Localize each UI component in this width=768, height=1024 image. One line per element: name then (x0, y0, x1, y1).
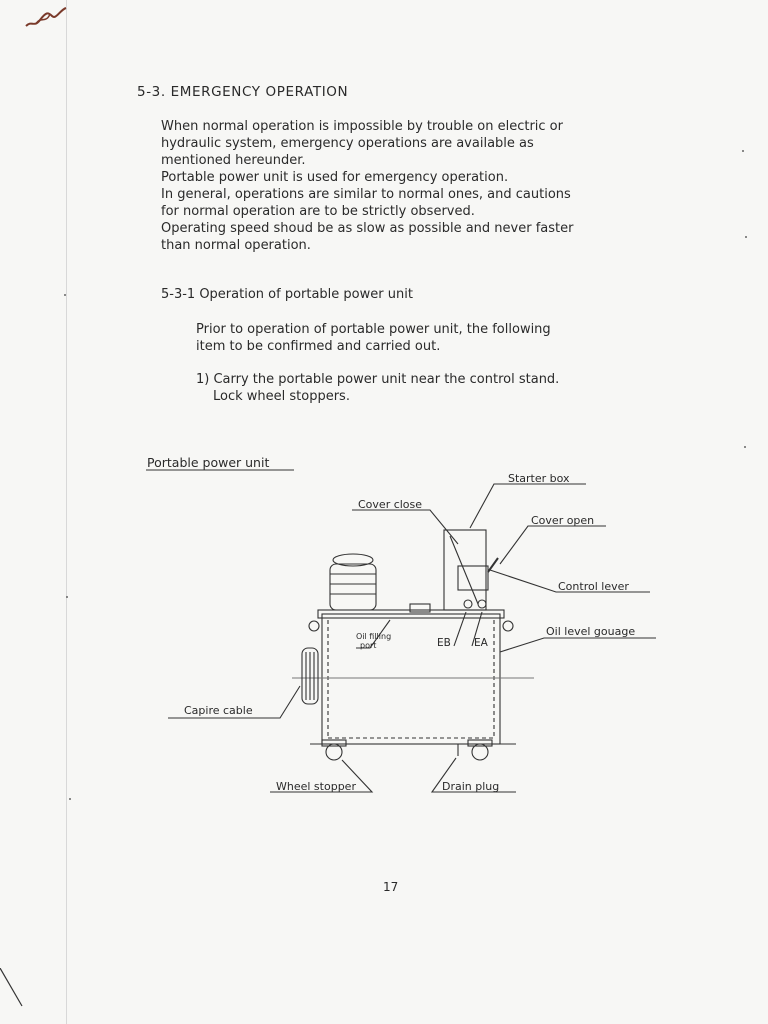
label-ea: EA (474, 637, 488, 649)
leader-cover-open (500, 526, 606, 564)
paragraph-line: In general, operations are similar to normal ones, and cautions (161, 187, 571, 202)
label-control-lever: Control lever (558, 580, 629, 593)
paragraph-line: mentioned hereunder. (161, 153, 306, 168)
section-paragraph (161, 118, 641, 254)
leader-cover-close (352, 510, 458, 544)
paragraph-line: When normal operation is impossible by trouble on electric or (161, 119, 563, 134)
scan-speck (745, 236, 747, 238)
scan-speck (64, 294, 66, 296)
valve-port-ea (478, 600, 486, 608)
paragraph-line: than normal operation. (161, 238, 311, 253)
caster-bracket (468, 740, 492, 746)
leader-eb (454, 612, 466, 646)
intro-line: item to be confirmed and carried out. (196, 339, 441, 354)
page-number: 17 (383, 880, 399, 894)
step-1 (196, 371, 559, 405)
label-cover-close: Cover close (358, 498, 423, 511)
scan-edge-mark (0, 968, 24, 1008)
step-line: Lock wheel stoppers. (213, 389, 350, 404)
valve-port-eb (464, 600, 472, 608)
figure-title: Portable power unit (147, 455, 270, 470)
lifting-eye (503, 621, 513, 631)
label-wheel-stopper: Wheel stopper (276, 780, 356, 793)
filler-cap (410, 604, 430, 612)
subsection-heading: 5-3-1 Operation of portable power unit (161, 287, 413, 302)
label-capire-cable: Capire cable (184, 704, 253, 717)
pen-scribble-mark (24, 6, 68, 30)
intro-line: Prior to operation of portable power unit, the following (196, 322, 551, 337)
label-eb: EB (437, 637, 451, 649)
section-heading: 5-3. EMERGENCY OPERATION (137, 84, 349, 100)
paragraph-line: Operating speed shoud be as slow as possible and never faster (161, 221, 574, 236)
control-valve (458, 566, 488, 590)
caster-bracket (322, 740, 346, 746)
control-lever-handle (488, 558, 498, 572)
leader-oil-level-gauge (500, 638, 656, 652)
scan-speck (742, 150, 744, 152)
portable-power-unit-diagram (0, 440, 768, 820)
paragraph-line: Portable power unit is used for emergency operation. (161, 170, 509, 185)
label-oil-level-gauge: Oil level gouage (546, 625, 636, 638)
starter-box (444, 530, 486, 610)
lifting-eye (309, 621, 319, 631)
oil-tank-body (322, 614, 500, 744)
paragraph-line: for normal operation are to be strictly observed. (161, 204, 475, 219)
step-line: 1) Carry the portable power unit near the control stand. (196, 372, 560, 387)
label-oil-filling-port-line2: port (360, 641, 377, 650)
label-oil-filling-port-line1: Oil filling (356, 632, 392, 641)
paragraph-line: hydraulic system, emergency operations are available as (161, 136, 534, 151)
label-starter-box: Starter box (508, 472, 570, 485)
label-cover-open: Cover open (531, 514, 595, 527)
subsection-intro (196, 321, 551, 355)
label-drain-plug: Drain plug (442, 780, 500, 793)
electric-motor (330, 564, 376, 610)
starter-box-cover (450, 536, 478, 604)
